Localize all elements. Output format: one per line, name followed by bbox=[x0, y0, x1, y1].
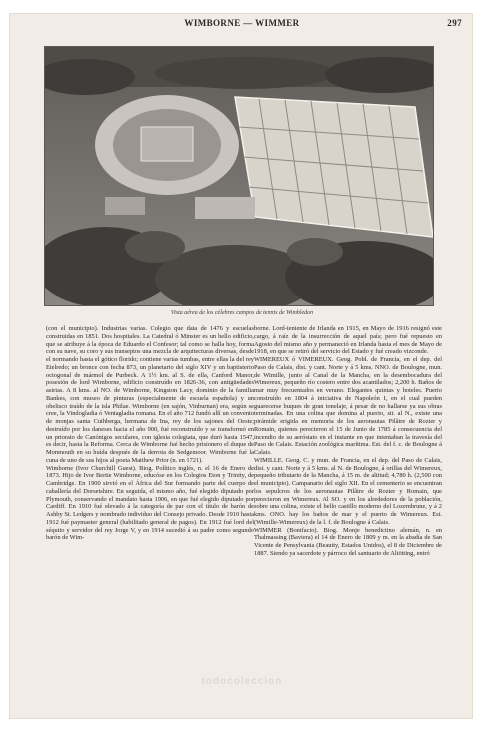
aerial-photo bbox=[44, 46, 434, 306]
article-paragraph: Wimborne (Ivor Churchill Guest). Biog. Político inglés, n. el 16 de Enero de 1873. Hijo de Ivor Bertie Wimborne, educóse en los Colegios Eton y Trinity, de Cambridge. En 1900 sirvió en el África del Sur formando parte del cuerpo de caballería del Dorsetshire. En seguida, el mismo año, fué elegido diputado por Plymouth, conservando el mandato hasta 1906, en que fué elegido diputado por Cardiff. En 1910 fué elevado á la categoría de par con el título de barón de Ashby St. Ledgers y nombrado individuo del Consejo privado. Desde 1910 hasta 1912 fué paymaster general (habilitado general de pagos). En 1912 fué lord del séquito y servidor del rey Jorge V, y en 1914 sucedió á su padre como segundo barón de Wim- bbox=[46, 464, 254, 542]
article-entry-wimmer: WIMMER (Bonifacio). Biog. Monje benedictino alemán, n. en Thalmassing (Baviera) el 14 de Enero de 1809 y m. en la abadía de San Vicente de Pensylvania (Beautty, Estados Unidos), el 8 de Diciembre de 1887. Siendo ya sacerdote y párroco del santuario de Altötting, entró bbox=[254, 526, 442, 557]
right-column bbox=[254, 325, 442, 558]
header-title: WIMBORNE — WIMMER bbox=[184, 18, 300, 28]
page-number: 297 bbox=[447, 18, 462, 28]
article-paragraph: (con el municipio). Industrias varias. Colegio que data de 1476 y escuelas construidas en 1851. Dos hospitales. La Catedral ó Minster es un bello edificio, que se atribuye á la época de Eduardo el Confesor; tal como se halla hoy, forma con su nave, su coro y sus transeptos una mezcla de arquitecturas diversas, desde el normando hasta el gótico florido; contiene varias tumbas, entre ellas la del rey Etelredo; un bronce con fecha 873, un planetario del siglo XIV y un baptisterio octogonal de mármol de Purbeck. A 1½ km. al S. de ella, Canford Manor, posesión de lord Wimborne, edificio construído en 1826-36, con antigüedades asirias. A 8 kms. al NO. de Wimborne, Kingston Lacy, dominio de la familia Bankes, con museo de pinturas (especialmente de escuela española) y un obelisco traído de la isla Philae. Wimborne (en sajón, Vinburnan) era, según se cree, la Vindogladia ó Ventagladia romana. En el año 712 fundó allí un convento de monjas santa Cuthberga, hermana de Ina, rey de los sajones del Oeste; destruído por los daneses hacia el año 900, fué reconstruído y se transformó en un priorato de Canónigos seculares, con iglesia colegiata, que duró hasta 1547, es decir, hasta la Reforma. Cerca de Wimborne fué hecho prisionero el duque de Monmouth en su huída después de la derrota de Sedgemoor. Wimborne fué la cuna de uno de sus hijos al poeta Matthew Prior (n. en 1721). bbox=[46, 325, 254, 464]
running-header bbox=[0, 18, 484, 32]
aerial-photo-illustration bbox=[45, 47, 433, 305]
article-entry-wimereux: WIMEREUX ó VIMEREUX. Geog. Pobl. de Francia, en el dep. del Paso de Calais, dist. y cant. Norte y á 5 kms. NNO. de Boulogne, mun. de Wimille, junto al Canal de la Mancha, en la desembocadura del Wimereux, pequeño río costero entre dos acantilados; 2,200 h. Baños de mar muy frecuentados en verano. Elegantes quintas y hoteles. Puerto construído en 1804 á iniciativa de Napoleón I, en el cual pueden guarecerse buques de gran tonelaje, á pesar de no hallarse ya sus obras terminadas. En una colina que domina al puerto, sit. al N., existe una pirámide erigida en memoria de los aeronautas Pilâtre de Rozier y Romain, quienes perecieron el 15 de Junio de 1785 á consecuencia del incendio de su aeróstato en el instante en que intentaban la travesía del Paso de Calais. Estación zoológica marítima. Est. del f. c. de Boulogne á Calais. bbox=[254, 356, 442, 456]
article-paragraph: borne. Lord-teniente de Irlanda en 1915, en Mayo de 1916 resignó este cargo, á raíz de la insurrección de aquel país; pero fué repuesto en Agosto del mismo año y permaneció en Irlanda hasta el mes de Mayo de 1918, en que se retiró del servicio del Estado y fué creado vizconde. bbox=[254, 325, 442, 356]
photo-caption: Vista aérea de los célebres campos de tennis de Wimbledon bbox=[170, 310, 314, 316]
left-column bbox=[46, 325, 254, 542]
article-entry-wimille: WIMILLE. Geog. C. y mun. de Francia, en el dep. del Paso de Calais, dist. y cant. Norte y á 5 kms. al N. de Boulogne, á orillas del Wimereux, pequeño tributario de la Mancha, á 15 m. de altitud; 4,780 h. (2,500 con el municipio). Campanario del siglo XII. En el cementerio se encuentran los sepulcros de los aeronautas Pilâtre de Rozier y Romain, que perecieron en Wimereux. Al SO. y en los alrededores de la población, sobre una colina, existe el bello castillo moderno del Lozembrune, y á 2 kms. ONO. hay los baños de mar y el puerto de Wimereux. Est. (Wimille-Wimereux) de la l. f. de Boulogne á Calais. bbox=[254, 456, 442, 526]
watermark: todocoleccion bbox=[201, 676, 283, 687]
